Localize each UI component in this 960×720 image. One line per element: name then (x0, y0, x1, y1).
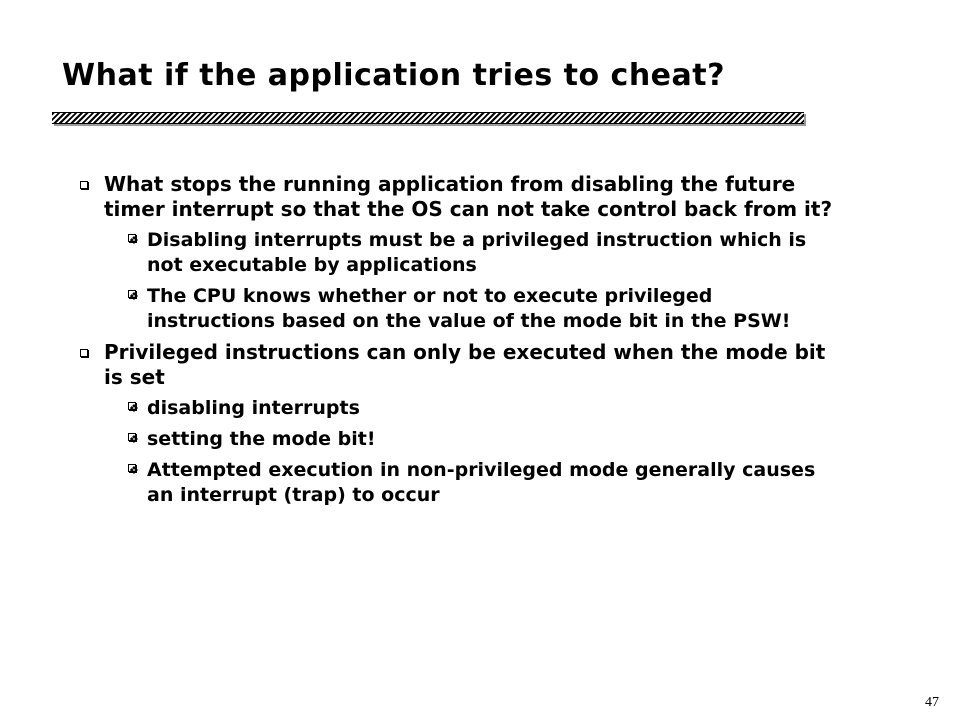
title-divider (52, 112, 804, 124)
sub-bullet-item (104, 284, 840, 334)
diamond-bullet-icon: ❖ (129, 290, 139, 303)
sub-bullet-list (104, 228, 840, 334)
page-number: 47 (925, 695, 939, 710)
sub-bullet-item (104, 427, 840, 452)
diamond-bullet-icon: ❖ (129, 234, 139, 247)
bullet-text: Privileged instructions can only be executed when the mode bit is set (104, 340, 826, 389)
diamond-bullet-icon: ❖ (129, 464, 139, 477)
sub-bullet-text: The CPU knows whether or not to execute privileged instructions based on the value of the mode bit in the PSW! (147, 285, 791, 332)
square-bullet-icon (80, 349, 88, 357)
bullet-text: What stops the running application from disabling the future timer interrupt so that the OS can not take control back from it? (104, 172, 833, 221)
bullet-list (80, 172, 840, 514)
square-bullet-icon (80, 181, 88, 189)
diamond-bullet-icon: ❖ (129, 433, 139, 446)
slide-title: What if the application tries to cheat? (62, 58, 726, 93)
bullet-item (80, 172, 840, 334)
sub-bullet-text: Disabling interrupts must be a privileged instruction which is not executable by applications (147, 229, 807, 276)
sub-bullet-item (104, 396, 840, 421)
sub-bullet-text: Attempted execution in non-privileged mode generally causes an interrupt (trap) to occur (147, 459, 816, 506)
sub-bullet-text: disabling interrupts (147, 397, 360, 419)
bullet-item (80, 340, 840, 508)
sub-bullet-item (104, 458, 840, 508)
sub-bullet-item (104, 228, 840, 278)
sub-bullet-list (104, 396, 840, 508)
diamond-bullet-icon: ❖ (129, 402, 139, 415)
sub-bullet-text: setting the mode bit! (147, 428, 376, 450)
